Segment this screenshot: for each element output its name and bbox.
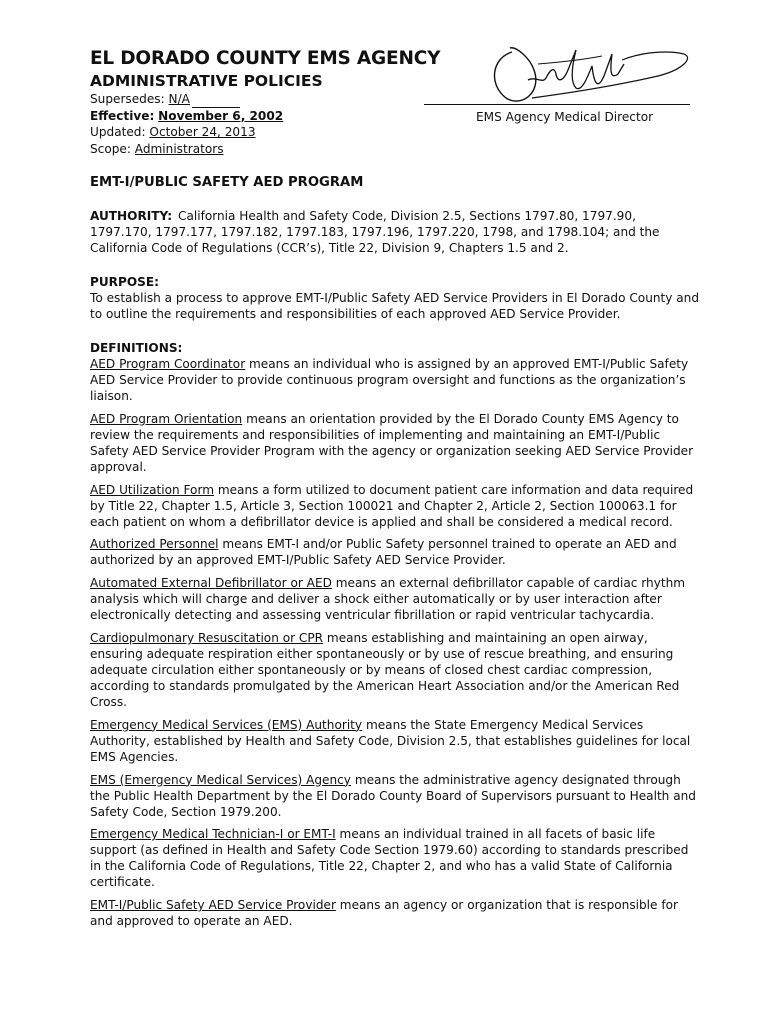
purpose-section [90, 274, 700, 322]
updated-label: Updated: [90, 125, 146, 139]
definition-term: Automated External Defibrillator or AED [90, 576, 332, 591]
definition-item [90, 717, 700, 765]
definition-term: EMT-I/Public Safety AED Service Provider [90, 898, 336, 913]
definition-term: Emergency Medical Services (EMS) Authority [90, 717, 363, 732]
document-page [90, 48, 700, 936]
scope-line [90, 141, 700, 158]
definition-term: AED Program Orientation [90, 411, 243, 426]
definitions-section [90, 340, 700, 929]
policy-category: ADMINISTRATIVE POLICIES [90, 72, 323, 90]
signature-block [424, 40, 690, 130]
supersedes-label: Supersedes: [90, 92, 165, 106]
definition-text: means an external defibrillator capable of cardiac rhythm analysis which will charge and deliver a shock either automatically or by user interaction after electronically detecting and assessing ventricular fibrillation or rapid ventricular tachycardia. [90, 576, 686, 623]
definition-item [90, 536, 700, 568]
definition-text: means the administrative agency designated through the Public Health Department by the El Dorado County Board of Supervisors pursuant to Health and Safety Code, Section 1979.200. [90, 772, 696, 819]
purpose-text: To establish a process to approve EMT-I/Public Safety AED Service Providers in El Dorado County and to outline the requirements and responsibilities of each approved AED Service Provider. [90, 291, 700, 321]
updated-value: October 24, 2013 [149, 125, 256, 139]
supersedes-blank [192, 95, 240, 108]
authority-heading: AUTHORITY: [90, 209, 173, 223]
scope-value: Administrators [134, 141, 224, 156]
organization-name: EL DORADO COUNTY EMS AGENCY [90, 48, 441, 69]
definition-term: AED Program Coordinator [90, 357, 246, 371]
definition-item [90, 575, 700, 623]
document-title: EMT-I/PUBLIC SAFETY AED PROGRAM [90, 175, 364, 190]
definitions-heading: DEFINITIONS: [90, 341, 183, 355]
definition-term: Authorized Personnel [90, 537, 219, 552]
definition-text: means an individual who is assigned by an approved EMT-I/Public Safety AED Service Provider to provide continuous program oversight and functions as the organization’s liaison. [90, 357, 689, 403]
signature-title: EMS Agency Medical Director [476, 110, 654, 124]
definition-text: means EMT-I and/or Public Safety personnel trained to operate an AED and authorized by an approved EMT-I/Public Safety AED Service Provider. [90, 537, 677, 568]
authority-section [90, 208, 700, 256]
supersedes-value: N/A [168, 92, 190, 106]
definition-text: means an orientation provided by the El Dorado County EMS Agency to review the requirements and responsibilities of implementing and maintaining an EMT-I/Public Safety AED Service Provider Program with the agency or organization seeking AED Service Provider approval. [90, 411, 694, 474]
purpose-heading: PURPOSE: [90, 275, 159, 289]
authority-text: California Health and Safety Code, Division 2.5, Sections 1797.80, 1797.90, 1797.170, 1797.177, 1797.182, 1797.183, 1797.196, 1797.220, 1798, and 1798.104; and the California Code of Regulations (CCR’s), Title 22, Division 9, Chapters 1.5 and 2. [90, 209, 660, 255]
definition-item [90, 630, 700, 710]
scope-label: Scope: [90, 141, 131, 156]
definition-item [90, 826, 700, 890]
effective-value: November 6, 2002 [158, 108, 284, 123]
definition-text: means a form utilized to document patient care information and data required by Title 22, Chapter 1.5, Article 3, Section 100021 and Chapter 2, Article 2, Section 100063.1 for each patient on whom a defibrillator device is applied and shall be considered a medical record. [90, 482, 694, 529]
signature-line [424, 104, 690, 105]
definition-item [90, 897, 700, 929]
definition-term: AED Utilization Form [90, 482, 214, 497]
definition-text: means establishing and maintaining an open airway, ensuring adequate respiration either spontaneously or by use of rescue breathing, and ensuring adequate circulation either spontaneously or by means of closed chest cardiac compression, according to standards promulgated by the American Heart Association and/or the American Red Cross. [90, 630, 680, 709]
effective-label: Effective: [90, 108, 155, 123]
definition-term: EMS (Emergency Medical Services) Agency [90, 772, 351, 787]
medical-director-signature [472, 40, 692, 112]
definition-text: means an agency or organization that is responsible for and approved to operate an AED. [90, 898, 678, 929]
definition-text: means an individual trained in all facets of basic life support (as defined in Health and Safety Code Section 1979.60) according to standards prescribed in the California Code of Regulations, Title 22, Chapter 2, and who has a valid State of California certificate. [90, 827, 689, 890]
definition-item [90, 482, 700, 530]
definition-term: Cardiopulmonary Resuscitation or CPR [90, 630, 324, 645]
definition-term: Emergency Medical Technician-I or EMT-I [90, 827, 336, 842]
definition-item [90, 772, 700, 820]
definition-text: means the State Emergency Medical Services Authority, established by Health and Safety Code, Division 2.5, that establishes guidelines for local EMS Agencies. [90, 717, 691, 764]
definition-item [90, 411, 700, 475]
authority-paragraph [90, 208, 700, 256]
definition-item [90, 356, 700, 404]
